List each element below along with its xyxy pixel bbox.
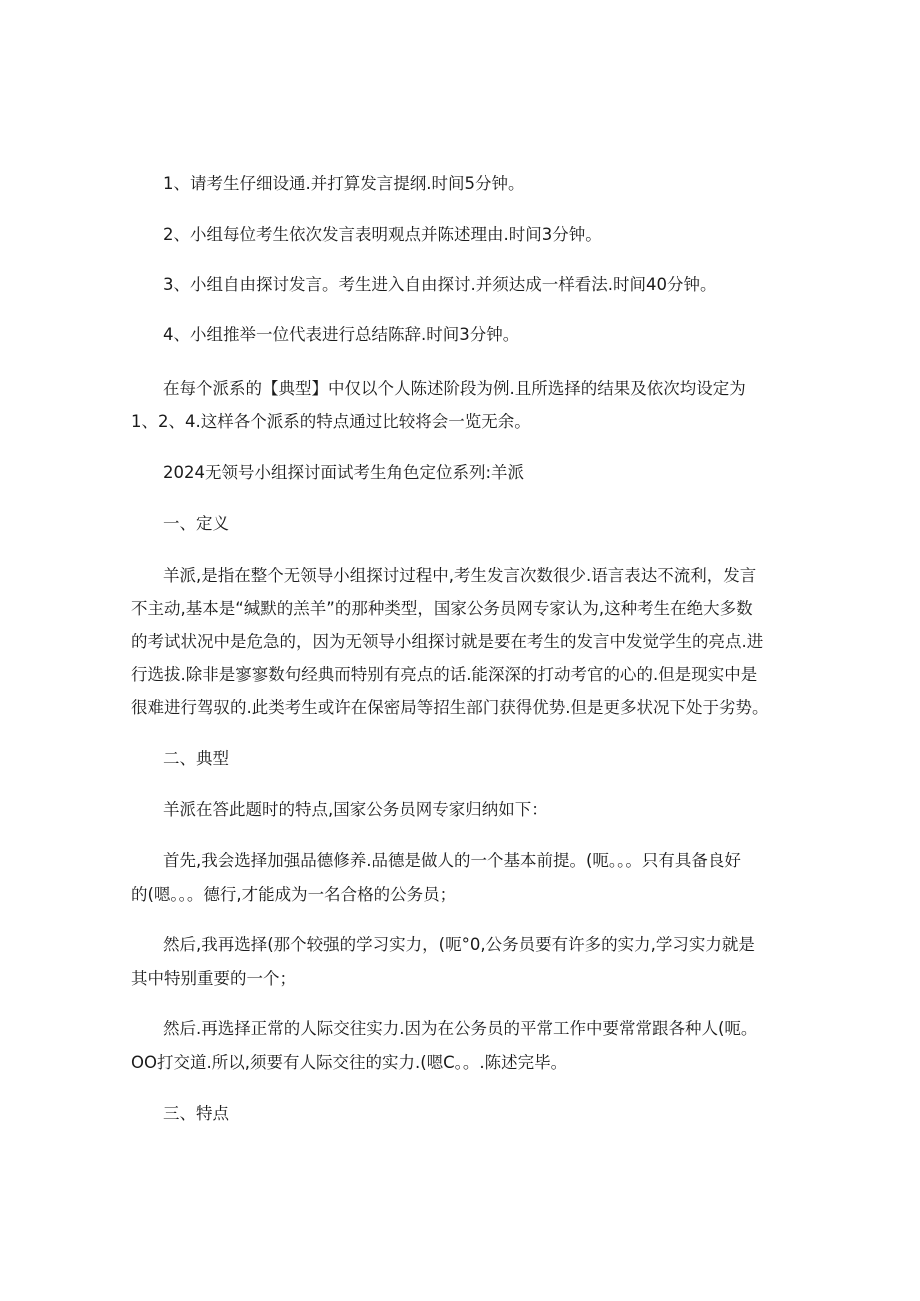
intro-line-1: 在每个派系的【典型】中仅以个人陈述阶段为例.且所选择的结果及依次均设定为	[163, 379, 746, 398]
step-4: 4、小组推举一位代表进行总结陈辞.时间3分钟。	[163, 325, 520, 344]
step-1: 1、请考生仔细设通.并打算发言提纲.时间5分钟。	[163, 174, 525, 193]
example-paragraph-3: OO打交道.所以,须要有人际交往的实力.(嗯C。。.陈述完毕。	[131, 1053, 568, 1072]
section-1-line: 羊派,是指在整个无领导小组探讨过程中,考生发言次数很少.语言表达不流利，发言	[163, 566, 757, 585]
example-paragraph-3: 然后.再选择正常的人际交往实力.因为在公务员的平常工作中要常常跟各种人(呃。	[163, 1019, 758, 1038]
example-paragraph-1: 的(嗯。。。德行,才能成为一名合格的公务员；	[131, 885, 457, 904]
section-2-heading: 二、典型	[163, 749, 229, 768]
example-paragraph-2: 其中特别重要的一个；	[131, 969, 296, 988]
section-2-intro: 羊派在答此题时的特点,国家公务员网专家归纳如下：	[163, 800, 548, 819]
section-3-heading: 三、特点	[163, 1104, 229, 1123]
step-3: 3、小组自由探讨发言。考生进入自由探讨.并须达成一样看法.时间40分钟。	[163, 275, 717, 294]
section-1-line: 的考试状况中是危急的，因为无领导小组探讨就是要在考生的发言中发觉学生的亮点.进	[131, 632, 764, 651]
section-1-line: 很难进行驾驭的.此类考生或许在保密局等招生部门获得优势.但是更多状况下处于劣势。	[131, 698, 769, 717]
step-2: 2、小组每位考生依次发言表明观点并陈述理由.时间3分钟。	[163, 225, 602, 244]
section-1-line: 不主动,基本是“缄默的羔羊”的那种类型，国家公务员网专家认为,这种考生在绝大多数	[131, 599, 753, 618]
section-1-line: 行选拔.除非是寥寥数句经典而特别有亮点的话.能深深的打动考官的心的.但是现实中是	[131, 665, 758, 684]
section-1-heading: 一、定义	[163, 514, 229, 533]
example-paragraph-1: 首先,我会选择加强品德修养.品德是做人的一个基本前提。(呃。。。只有具备良好	[163, 851, 741, 870]
example-paragraph-2: 然后,我再选择(那个较强的学习实力，(呃°0,公务员要有许多的实力,学习实力就是	[163, 935, 755, 954]
intro-line-2: 1、2、4.这样各个派系的特点通过比较将会一览无余。	[131, 412, 531, 431]
series-title: 2024无领号小组探讨面试考生角色定位系列:羊派	[163, 463, 525, 482]
